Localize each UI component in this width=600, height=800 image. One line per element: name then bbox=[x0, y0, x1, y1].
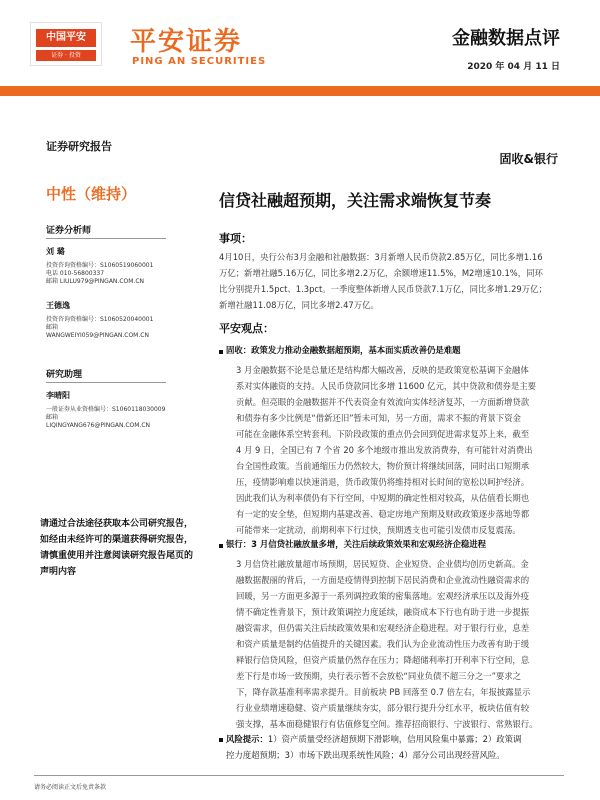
brand-name-en: PING AN SECURITIES bbox=[132, 56, 267, 67]
risk-line-2: 控力度超预期；3）市场下跌出现系统性风险；4）部分公司出现经营风险。 bbox=[226, 750, 505, 760]
report-label bbox=[46, 138, 196, 154]
risk-line-1 bbox=[226, 731, 566, 747]
risk-text: 1）资产质量受经济超预期下滑影响，信用风险集中暴露；2）政策调 bbox=[267, 734, 522, 744]
disclaimer-notice: 请通过合法途径获取本公司研究报告，如经由未经许可的渠道获得研究报告，请慎重使用并注意阅读研究报告尾页的声明内容 bbox=[40, 519, 194, 577]
point2-line: 回暖，另一方面更多源于一系列调控政策的密集落地。宏观经济承压以及海外疫 bbox=[236, 591, 530, 601]
bullet-icon bbox=[219, 738, 223, 742]
event-line: 万亿；新增社融5.16万亿，同比多增2.2万亿，余额增速11.5%，M2增速10.1%，同环 bbox=[219, 268, 543, 278]
report-category-label: 证券研究报告 bbox=[46, 140, 112, 153]
analyst-info-line: WANGWEIYI059@PINGAN.COM.CN bbox=[46, 332, 149, 339]
point1-line: 可能带来一定扰动，前期利率下行过快，预期透支也可能引发债市反复震荡。 bbox=[236, 525, 521, 535]
footer-disclaimer: 请务必阅读正文后免责条款 bbox=[34, 784, 107, 791]
event-line: 比分别提升1.5pct、1.3pct。一季度整体新增人民币贷款7.1万亿，同比多增1.29万亿； bbox=[219, 284, 547, 294]
point1-line: 贡献。但亮眼的金融数据并不代表资金有效流向实体经济复苏，一方面新增贷款 bbox=[236, 397, 530, 407]
point2-line: 融资需求，但仍需关注后续政策效果和宏观经济企稳进程。对于银行行业，息差 bbox=[236, 623, 530, 633]
risk-paragraph bbox=[226, 731, 566, 763]
point2-line: 和资产质量是制约估值提升的关键因素。我们认为企业流动性压力改善有助于缓 bbox=[236, 639, 530, 649]
analyst-info-line: 投资咨询资格编号：S1060520040001 bbox=[46, 316, 154, 323]
point2-title: 银行：3 月信贷社融放量多增，关注后续政策效果和宏观经济企稳进程 bbox=[226, 539, 486, 549]
event-line: 4月10日，央行公布3月金融和社融数据：3月新增人民币贷款2.85万亿，同比多增1.16 bbox=[219, 252, 543, 262]
point1-paragraph bbox=[236, 362, 566, 538]
point2-line: 行业业绩增速稳健、资产质量继续夯实，部分银行提升分红水平，板块估值有较 bbox=[236, 703, 530, 713]
point2-line: 强支撑，基本面稳健银行有估值修复空间。推荐招商银行、宁波银行、常熟银行。 bbox=[236, 719, 538, 729]
point1-line: 和债券有多少比例是“借新还旧”暂未可知，另一方面，需求不振的背景下资金 bbox=[236, 413, 522, 423]
assistant-info-line: LIQINGYANG676@PINGAN.COM.CN bbox=[46, 422, 151, 429]
event-line: 新增社融11.08万亿，同比多增2.47万亿。 bbox=[219, 300, 379, 310]
point1-title: 固收：政策发力推动金融数据超预期，基本面实质改善仍是难题 bbox=[226, 345, 461, 355]
logo-bottom-text: 证券 · 投资 bbox=[36, 50, 96, 61]
logo-top-text: 中国平安 bbox=[36, 29, 96, 47]
brand-name-cn: 平安证券 bbox=[130, 27, 243, 57]
analyst-name: 王德逸 bbox=[46, 301, 70, 310]
event-heading: 事项： bbox=[219, 232, 252, 245]
view-heading: 平安观点： bbox=[219, 322, 274, 335]
assistant-info-line: 一般证券从业资格编号：S1060118030009 bbox=[46, 406, 166, 413]
point1-line: 压，疫情影响难以快速消退，货币政策仍将维持相对长时间的宽松以呵护经济。 bbox=[236, 477, 530, 487]
point2-line: 下，降存款基准利率需求提升。目前板块 PB 回落至 0.7 倍左右，年报披露显示 bbox=[236, 687, 531, 697]
bullet-icon bbox=[219, 350, 223, 354]
assistant-heading: 研究助理 bbox=[46, 367, 166, 383]
point1-line: 可能在金融体系空转套利。下阶段政策的重点仍会回到促进需求复苏上来，截至 bbox=[236, 429, 530, 439]
point1-line: 4 月 9 日，全国已有 7 个省 20 多个地级市推出发放消费券，有可能针对消费出 bbox=[236, 445, 533, 455]
analyst-heading: 证券分析师 bbox=[46, 223, 166, 239]
point1-line: 3 月金融数据不论是总量还是结构都大幅改善，反映的是政策宽松基调下金融体 bbox=[236, 365, 529, 375]
rating: 中性（维持） bbox=[46, 185, 137, 203]
point2-line: 差下行是市场一致预期，央行表示暂不会放松“同业负债不超三分之一”要求之 bbox=[236, 671, 522, 681]
header-divider-bar bbox=[0, 86, 600, 96]
point2-line: 3 月信贷社融放量超市场预期，居民短贷、企业短贷、企业债均创历史新高。金 bbox=[236, 559, 529, 569]
point1-line: 台全国性政策。当前通缩压力仍然较大，物价预计将继续回落，同时出口短期承 bbox=[236, 461, 530, 471]
assistant-name: 李晴阳 bbox=[46, 391, 70, 400]
assistant-info-line: 邮箱 bbox=[46, 414, 59, 421]
report-date: 2020 年 04 月 11 日 bbox=[467, 62, 560, 72]
analyst-info-line: 邮箱 bbox=[46, 324, 59, 331]
footer-divider bbox=[34, 775, 564, 776]
point2-line: 融数据靓丽的背后，一方面是疫情得到控制下居民消费和企业流动性融资需求的 bbox=[236, 575, 530, 585]
point2-line: 情不确定性背景下，预计政策调控力度延续，融资成本下行也有助于进一步提振 bbox=[236, 607, 530, 617]
analyst-name: 刘 璐 bbox=[46, 247, 65, 256]
analyst-2 bbox=[46, 300, 196, 340]
analyst-info-line: 投资咨询资格编号：S1060519060001 bbox=[46, 262, 154, 269]
point1-line: 有一定的安全垫，但短期内基建改善、稳定房地产预期及财政政策逐步落地等都 bbox=[236, 509, 530, 519]
ping-an-logo bbox=[30, 22, 102, 66]
industry-label: 固收&银行 bbox=[499, 152, 558, 166]
point1-line: 系对实体融资的支持。人民币贷款同比多增 11600 亿元，其中贷款和债券是主要 bbox=[236, 381, 536, 391]
report-header bbox=[0, 0, 600, 96]
report-title: 信贷社融超预期，关注需求端恢复节奏 bbox=[219, 191, 492, 210]
risk-label: 风险提示： bbox=[226, 734, 268, 744]
report-type: 金融数据点评 bbox=[452, 28, 560, 49]
bullet-icon bbox=[219, 544, 223, 548]
analyst-info-line: 电话 010-56800337 bbox=[46, 270, 105, 277]
analyst-info-line: 邮箱 LIULU979@PINGAN.COM.CN bbox=[46, 278, 144, 285]
point2-line: 释银行信贷风险，但资产质量仍然存在压力；降超储利率打开利率下行空间，息 bbox=[236, 655, 530, 665]
analyst-1 bbox=[46, 246, 196, 286]
event-paragraph bbox=[219, 249, 565, 313]
point2-paragraph bbox=[236, 556, 566, 732]
research-assistant bbox=[46, 390, 196, 430]
point1-line: 因此我们认为利率债仍有下行空间，中短期的确定性相对较高，从估值看长期也 bbox=[236, 493, 530, 503]
